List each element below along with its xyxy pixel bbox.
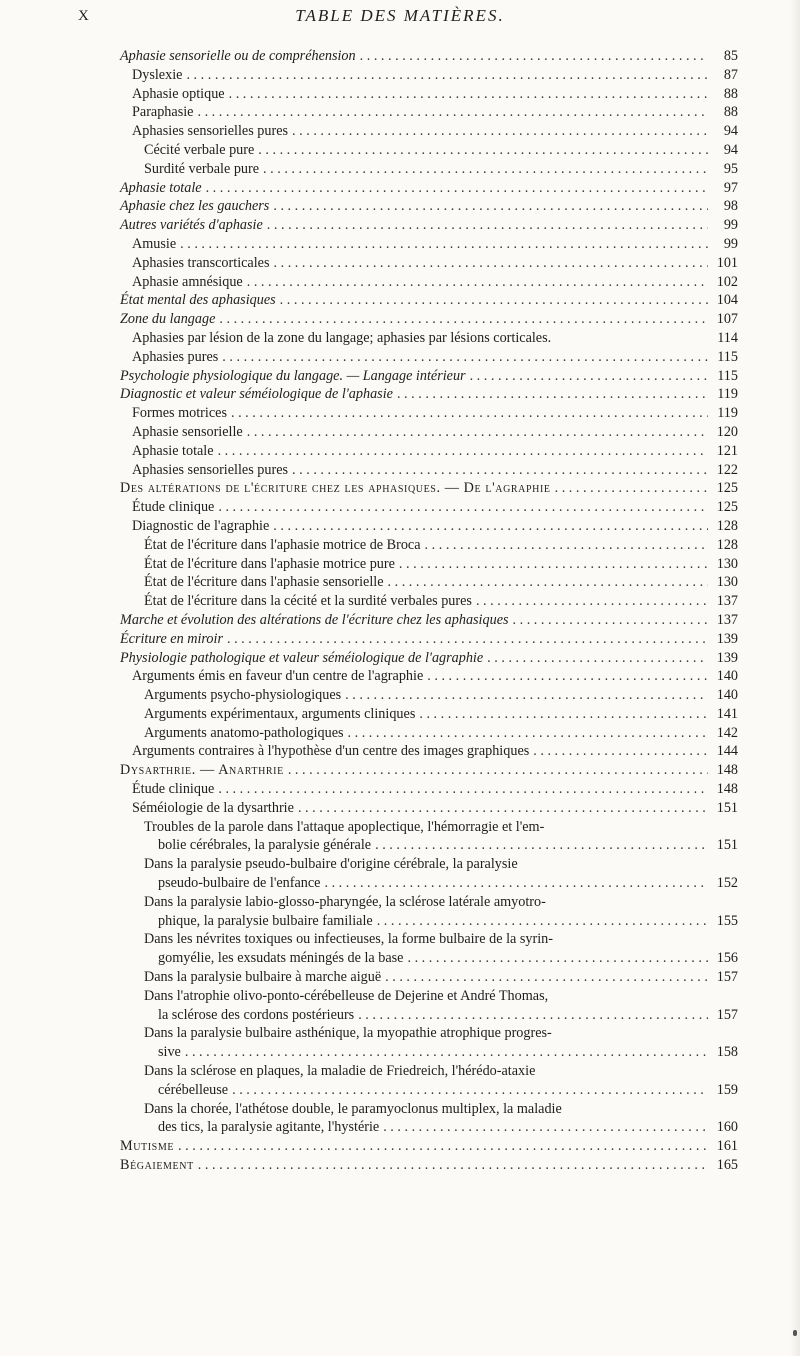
toc-entry-text: Aphasies transcorticales — [132, 254, 270, 271]
dot-leader — [273, 517, 708, 536]
toc-page-number: 87 — [723, 66, 738, 83]
toc-entry-text: Autres variétés d'aphasie — [120, 217, 263, 234]
toc-entry-text: Aphasie amnésique — [132, 273, 243, 290]
toc-entry-text: Dans la paralysie bulbaire asthénique, la myopathie atrophique progres- — [144, 1025, 552, 1042]
toc-entry — [120, 742, 738, 761]
toc-entry — [120, 423, 738, 442]
toc-page-number: 139 — [716, 630, 738, 647]
toc-page-number: 94 — [723, 141, 738, 158]
dot-leader — [383, 1118, 708, 1137]
dot-leader — [476, 592, 708, 611]
toc-entry — [120, 1024, 738, 1062]
toc-entry-text: gomyélie, les exsudats méningés de la base — [158, 950, 404, 967]
toc-page-number: 101 — [716, 254, 738, 271]
toc-entry — [120, 404, 738, 423]
dot-leader — [227, 630, 708, 649]
dot-leader — [360, 47, 708, 66]
toc-page-number: 148 — [716, 781, 738, 798]
dot-leader — [219, 310, 708, 329]
dot-leader — [348, 724, 708, 743]
dot-leader — [178, 1137, 708, 1156]
toc-entry — [120, 122, 738, 141]
toc-entry — [120, 367, 738, 386]
page-edge-shadow — [790, 0, 800, 1356]
toc-entry — [120, 818, 738, 856]
toc-page-number: 159 — [716, 1081, 738, 1098]
toc-entry — [120, 442, 738, 461]
dot-leader — [218, 442, 708, 461]
dot-leader — [375, 836, 708, 855]
toc-entry-text: Aphasies sensorielles pures — [132, 461, 289, 478]
toc-entry — [120, 179, 738, 198]
toc-entry-text: Diagnostic de l'agraphie — [132, 517, 270, 534]
toc-entry-text: Mutisme — [120, 1138, 175, 1155]
dot-leader — [487, 649, 708, 668]
dot-leader — [274, 254, 709, 273]
running-title: TABLE DES MATIÈRES. — [295, 6, 505, 25]
toc-entry-text: Dans les névrites toxiques ou infectieuses, la forme bulbaire de la syrin- — [144, 931, 553, 948]
dot-leader — [345, 686, 708, 705]
toc-entry — [120, 517, 738, 536]
toc-entry — [120, 216, 738, 235]
dot-leader — [231, 404, 708, 423]
dot-leader — [427, 667, 708, 686]
toc-entry-text: Aphasie optique — [132, 85, 225, 102]
toc-entry — [120, 573, 738, 592]
toc-entry — [120, 686, 738, 705]
dot-leader — [267, 216, 708, 235]
toc-entry — [120, 273, 738, 292]
toc-page-number: 99 — [723, 217, 738, 234]
dot-leader — [385, 968, 708, 987]
toc-entry — [120, 761, 738, 780]
toc-entry — [120, 630, 738, 649]
toc-page-number: 141 — [716, 705, 738, 722]
toc-entry — [120, 1062, 738, 1100]
toc-entry-text: Aphasie sensorielle — [132, 423, 243, 440]
toc-page-number: 130 — [716, 555, 738, 572]
toc-entry-text: pseudo-bulbaire de l'enfance — [158, 875, 321, 892]
dot-leader — [186, 66, 708, 85]
toc-entry-text: Arguments expérimentaux, arguments cliniques — [144, 705, 416, 722]
toc-entry — [120, 724, 738, 743]
toc-entry-text: Formes motrices — [132, 405, 227, 422]
toc-entry-text: Zone du langage — [120, 311, 216, 328]
dot-leader — [533, 742, 708, 761]
toc-entry-text: Troubles de la parole dans l'attaque apoplectique, l'hémorragie et l'em- — [144, 818, 545, 835]
toc-page-number: 104 — [716, 292, 738, 309]
toc-page-number: 119 — [717, 386, 738, 403]
dot-leader — [397, 385, 708, 404]
toc-entry — [120, 103, 738, 122]
dot-leader — [298, 799, 708, 818]
toc-page-number: 151 — [716, 837, 738, 854]
toc-page-number: 115 — [717, 348, 738, 365]
toc-entry-text: État de l'écriture dans l'aphasie motrice de Broca — [144, 536, 421, 553]
toc-entry — [120, 66, 738, 85]
toc-page-number: 107 — [716, 311, 738, 328]
toc-entry-text: Dans la paralysie bulbaire à marche aiguë — [144, 969, 382, 986]
toc-entry-text: la sclérose des cordons postérieurs — [158, 1006, 355, 1023]
toc-page-number: 130 — [716, 574, 738, 591]
toc-entry — [120, 705, 738, 724]
toc-page-number: 99 — [723, 235, 738, 252]
toc-entry-text: Dans la paralysie labio-glosso-pharyngée, la sclérose latérale amyotro- — [144, 893, 546, 910]
toc-page-number: 142 — [716, 724, 738, 741]
toc-entry-text: Bégaiement — [120, 1157, 194, 1174]
toc-page-number: 102 — [716, 273, 738, 290]
toc-page-number: 140 — [716, 668, 738, 685]
toc-entry-text: bolie cérébrales, la paralysie générale — [158, 837, 372, 854]
margin-mark — [793, 1330, 797, 1336]
toc-entry — [120, 461, 738, 480]
toc-page-number: 114 — [717, 329, 738, 346]
toc-page-number: 152 — [716, 875, 738, 892]
toc-entry-text: Aphasie totale — [132, 442, 214, 459]
toc-entry-text: Étude clinique — [132, 499, 215, 516]
toc-entry — [120, 987, 738, 1025]
toc-entry-text: des tics, la paralysie agitante, l'hystérie — [158, 1119, 380, 1136]
toc-entry-text: Aphasies pures — [132, 348, 219, 365]
toc-entry-text: Dans la chorée, l'athétose double, le paramyoclonus multiplex, la maladie — [144, 1100, 562, 1117]
toc-page-number: 137 — [716, 593, 738, 610]
toc-page-number: 125 — [716, 480, 738, 497]
dot-leader — [280, 291, 708, 310]
toc-entry-text: phique, la paralysie bulbaire familiale — [158, 912, 373, 929]
dot-leader — [399, 555, 708, 574]
table-of-contents — [120, 47, 738, 1175]
toc-page-number: 115 — [717, 367, 738, 384]
toc-entry — [120, 555, 738, 574]
toc-entry — [120, 930, 738, 968]
toc-entry — [120, 310, 738, 329]
toc-entry-text: Aphasies sensorielles pures — [132, 123, 289, 140]
toc-entry-text: Psychologie physiologique du langage. — Langage intérieur — [120, 367, 466, 384]
toc-entry — [120, 1156, 738, 1175]
toc-entry-text: Arguments contraires à l'hypothèse d'un centre des images graphiques — [132, 743, 530, 760]
toc-page-number: 151 — [716, 799, 738, 816]
toc-entry-text: Dans la sclérose en plaques, la maladie de Friedreich, l'hérédo-ataxie — [144, 1063, 536, 1080]
dot-leader — [419, 705, 708, 724]
dot-leader — [206, 179, 708, 198]
toc-entry-text: Aphasie chez les gauchers — [120, 198, 270, 215]
toc-entry-text: État de l'écriture dans l'aphasie sensorielle — [144, 574, 384, 591]
toc-entry — [120, 348, 738, 367]
dot-leader — [263, 160, 708, 179]
toc-page-number: 120 — [716, 423, 738, 440]
dot-leader — [185, 1043, 708, 1062]
toc-page-number: 94 — [723, 123, 738, 140]
toc-entry-text: Arguments psycho-physiologiques — [144, 687, 342, 704]
toc-entry — [120, 291, 738, 310]
toc-entry-text: Aphasie sensorielle ou de compréhension — [120, 48, 356, 64]
toc-page-number: 95 — [723, 160, 738, 177]
page-folio: X — [78, 8, 90, 24]
toc-entry — [120, 1100, 738, 1138]
dot-leader — [358, 1006, 708, 1025]
toc-entry — [120, 780, 738, 799]
toc-page-number: 137 — [716, 611, 738, 628]
toc-entry-text: État de l'écriture dans la cécité et la surdité verbales pures — [144, 593, 472, 610]
toc-entry — [120, 85, 738, 104]
dot-leader — [232, 1081, 708, 1100]
dot-leader — [425, 536, 708, 555]
toc-entry — [120, 254, 738, 273]
toc-entry-text: État de l'écriture dans l'aphasie motrice pure — [144, 555, 395, 572]
toc-page-number: 160 — [716, 1119, 738, 1136]
toc-entry — [120, 498, 738, 517]
toc-entry-text: Séméiologie de la dysarthrie — [132, 799, 294, 816]
toc-entry — [120, 479, 738, 498]
dot-leader — [292, 461, 708, 480]
dot-leader — [273, 197, 708, 216]
toc-entry — [120, 141, 738, 160]
toc-page-number: 144 — [716, 743, 738, 760]
toc-entry — [120, 611, 738, 630]
toc-page-number: 157 — [716, 969, 738, 986]
toc-entry-text: sive — [158, 1044, 181, 1061]
dot-leader — [388, 573, 708, 592]
toc-page-number: 128 — [716, 536, 738, 553]
dot-leader — [555, 479, 708, 498]
toc-page-number: 125 — [716, 499, 738, 516]
toc-page-number: 157 — [716, 1006, 738, 1023]
toc-page-number: 158 — [716, 1044, 738, 1061]
toc-entry-text: Arguments anatomo-pathologiques — [144, 724, 344, 741]
toc-entry — [120, 385, 738, 404]
toc-page-number: 156 — [716, 950, 738, 967]
toc-entry-text: Amusie — [132, 235, 177, 252]
toc-entry-text: Paraphasie — [132, 104, 194, 121]
toc-entry — [120, 893, 738, 931]
toc-entry — [120, 799, 738, 818]
dot-leader — [218, 498, 708, 517]
toc-page-number: 88 — [723, 85, 738, 102]
toc-entry-text: Cécité verbale pure — [144, 141, 255, 158]
toc-page-number: 122 — [716, 461, 738, 478]
dot-leader — [198, 1156, 708, 1175]
toc-entry-text: Diagnostic et valeur séméiologique de l'aphasie — [120, 386, 393, 403]
dot-leader — [470, 367, 708, 386]
toc-page-number: 85 — [723, 48, 738, 64]
dot-leader — [180, 235, 708, 254]
toc-entry-text: cérébelleuse — [158, 1081, 229, 1098]
toc-page-number: 148 — [716, 762, 738, 779]
toc-page-number: 97 — [723, 179, 738, 196]
toc-entry-text: Physiologie pathologique et valeur séméiologique de l'agraphie — [120, 649, 484, 666]
toc-entry — [120, 235, 738, 254]
toc-entry — [120, 160, 738, 179]
toc-entry-text: Des altérations de l'écriture chez les aphasiques. — De l'agraphie — [120, 480, 551, 497]
toc-page-number: 161 — [716, 1138, 738, 1155]
toc-entry-text: Dans l'atrophie olivo-ponto-cérébelleuse de Dejerine et André Thomas, — [144, 987, 549, 1004]
toc-page-number: 88 — [723, 104, 738, 121]
toc-entry-text: Arguments émis en faveur d'un centre de l'agraphie — [132, 668, 424, 685]
toc-page-number: 119 — [717, 405, 738, 422]
toc-entry-text: État mental des aphasiques — [120, 292, 276, 309]
toc-entry — [120, 47, 738, 66]
toc-entry — [120, 649, 738, 668]
toc-entry — [120, 1137, 738, 1156]
dot-leader — [407, 949, 708, 968]
dot-leader — [222, 348, 708, 367]
dot-leader — [377, 912, 708, 931]
toc-entry-text: Dysarthrie. — Anarthrie — [120, 762, 284, 779]
toc-entry — [120, 329, 738, 348]
toc-page-number: 165 — [716, 1157, 738, 1174]
dot-leader — [292, 122, 708, 141]
toc-entry — [120, 592, 738, 611]
toc-page-number: 155 — [716, 912, 738, 929]
toc-entry-text: Dans la paralysie pseudo-bulbaire d'origine cérébrale, la paralysie — [144, 856, 518, 873]
toc-page-number: 139 — [716, 649, 738, 666]
toc-page-number: 121 — [716, 442, 738, 459]
dot-leader — [197, 103, 708, 122]
toc-entry — [120, 197, 738, 216]
toc-entry-text: Surdité verbale pure — [144, 160, 260, 177]
dot-leader — [258, 141, 708, 160]
toc-entry — [120, 536, 738, 555]
dot-leader — [218, 780, 708, 799]
dot-leader — [247, 423, 708, 442]
toc-entry-text: Dyslexie — [132, 66, 183, 83]
dot-leader — [513, 611, 708, 630]
toc-entry — [120, 968, 738, 987]
toc-page-number: 140 — [716, 687, 738, 704]
toc-entry-text: Aphasies par lésion de la zone du langage; aphasies par lésions corticales. — [132, 329, 552, 346]
toc-page-number: 128 — [716, 517, 738, 534]
toc-entry-text: Marche et évolution des altérations de l'écriture chez les aphasiques — [120, 611, 509, 628]
dot-leader — [324, 874, 708, 893]
toc-entry — [120, 667, 738, 686]
dot-leader — [229, 85, 708, 104]
dot-leader — [247, 273, 708, 292]
toc-entry — [120, 855, 738, 893]
toc-entry-text: Écriture en miroir — [120, 630, 223, 647]
toc-entry-text: Étude clinique — [132, 781, 215, 798]
toc-page-number: 98 — [723, 198, 738, 215]
toc-entry-text: Aphasie totale — [120, 179, 202, 196]
dot-leader — [288, 761, 708, 780]
